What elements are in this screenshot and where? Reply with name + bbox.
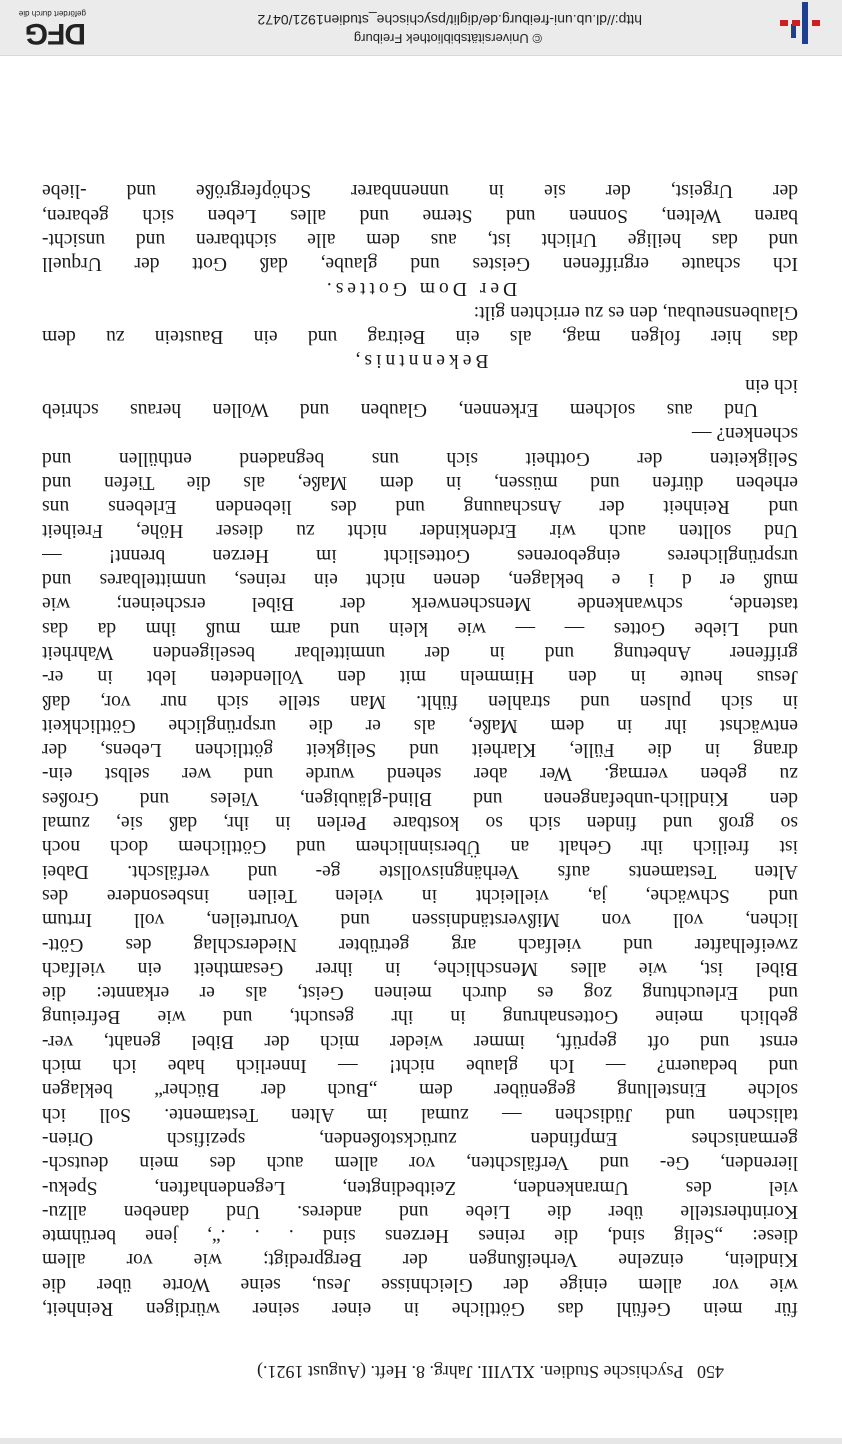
body-text <box>42 178 798 1320</box>
text-line: diese: „Selig sind, die reines Herzens sind . . .“, jene berühmte <box>42 1225 798 1247</box>
text-line: den Kindlich-unbefangenen und Blind-gläubigen, Vieles und Großes <box>42 787 798 809</box>
text-line: muß er d i e beklagen, denen nicht ein reines, unmittelbares und <box>42 569 798 591</box>
text-line: in sich pulsen und strahlen fühlt. Man stelle sich nur vor, daß <box>42 690 798 712</box>
text-line: erheben dürfen und müssen, in dem Maße, als die Tiefen und <box>42 471 798 493</box>
text-line: der Urgeist, der sie in unnennbarer Schöpfergröße und -liebe <box>42 180 798 202</box>
page-number: 450 <box>697 1362 724 1382</box>
text-line: schenken? — <box>691 423 798 445</box>
text-line: baren Welten, Sonnen und Sterne und alles Leben sich gebaren, <box>42 204 798 226</box>
text-line: und Reinheit der Anschauung und des liebenden Erlebens uns <box>42 496 798 518</box>
text-line: drang in die Fülle, Klarheit und Seligkeit göttlichen Lebens, der <box>42 739 798 761</box>
running-header <box>74 1361 724 1382</box>
text-line: und Erleuchtung zog es durch meinen Geist, als er erkannte: die <box>42 982 798 1004</box>
text-line: viel des Umrankenden, Zeitbedingten, Legendenhaften, Speku- <box>42 1176 798 1198</box>
text-line: ich ein <box>745 374 798 396</box>
text-line: Seligkeiten der Gottheit sich uns begnadend enthüllen und <box>42 447 798 469</box>
text-line: und Schwäche, ja, vielleicht in vielen Teilen insbesondere des <box>42 884 798 906</box>
text-line: das hier folgen mag, als ein Beitrag und ein Baustein zu dem <box>42 326 798 348</box>
text-line: Alten Testaments aufs Verhängnisvollste ge- und verfälscht. Dabei <box>42 860 798 882</box>
text-line: griffener Anbetung und in der unmittelbar beseligenden Wahrheit <box>42 641 798 663</box>
running-title: Psychische Studien. XLVIII. Jahrg. 8. Heft. (August 1921.) <box>257 1362 684 1382</box>
text-line: und Liebe Gottes — — wie klein und arm muß ihm da das <box>42 617 798 639</box>
text-line: zu geben vermag. Wer aber sehend wurde und wer selbst ein- <box>42 763 798 785</box>
footer-bar <box>0 0 842 56</box>
text-line: ist freilich ihr Gehalt an Übersinnlichem und Göttlichem doch noch <box>42 836 798 858</box>
text-line: lichen, voll von Mißverständnissen und Vorurteilen, voll Irrtum <box>42 909 798 931</box>
page-url[interactable]: http://dl.ub.uni-freiburg.de/diglit/psychische_studien1921/0472 <box>257 12 642 28</box>
text-line: Korintherstelle über die Liebe und anderes. Und daneben allzu- <box>42 1200 798 1222</box>
scan-edge-bar <box>0 1438 842 1444</box>
text-line: Kindlein, einzelne Verheißungen der Bergpredigt; wie vor allem <box>42 1249 798 1271</box>
text-line: Und sollten auch wir Erdenkinder nicht zu dieser Höhe, Freiheit <box>42 520 798 542</box>
text-line: Bibel ist, wie alles Menschliche, in ihrer Gesamtheit ein vielfach <box>42 957 798 979</box>
dfg-logo <box>0 8 86 48</box>
text-line: lierenden, Ge- und Verfälschten, vor allem auch des mein deutsch- <box>42 1152 798 1174</box>
text-line: ernst und oft geprüft, immer wieder mich der Bibel genaht, ver- <box>42 1030 798 1052</box>
copyright-notice: © Universitätsbibliothek Freiburg <box>353 31 542 46</box>
text-line: tastende, schwankende Menschenwerk der Bibel erscheinen; wie <box>42 593 798 615</box>
text-line: talischen und Jüdischen — zumal im Alten Testamente. Soll ich <box>42 1103 798 1125</box>
ub-freiburg-logo-icon <box>778 0 822 44</box>
text-line: Und aus solchem Erkennen, Glauben und Wollen heraus schrieb <box>42 399 758 421</box>
text-line: wie vor allem einige der Gleichnisse Jesu, seine Worte über die <box>42 1273 798 1295</box>
text-line: und das heilige Urlicht ist, aus dem alle sichtbaren und unsicht- <box>42 228 798 250</box>
text-line: und bedauern? — Ich glaube nicht! — Innerlich habe ich mich <box>42 1055 798 1077</box>
text-line: ursprünglicheres eingeborenes Gotteslicht im Herzen brennt! — <box>42 544 798 566</box>
text-line: Der Dom Gottes. <box>322 277 518 299</box>
text-line: so groß und finden sich so kostbare Perlen in ihr, daß sie, zumal <box>42 812 798 834</box>
text-line: zweifelhafter und vielfach arg getrübter Niederschlag des Gött- <box>42 933 798 955</box>
text-line: germanisches Empfinden zurückstoßenden, spezifisch Orien- <box>42 1127 798 1149</box>
text-line: Bekenntnis, <box>351 350 489 372</box>
text-line: Ich schaute ergriffenen Geistes und glaube, daß Gott der Urquell <box>42 253 798 275</box>
dfg-logo-text: DFG <box>25 17 86 50</box>
text-line: solche Einstellung gegenüber dem „Buch der Bücher“ beklagen <box>42 1079 798 1101</box>
text-line: für mein Gefühl das Göttliche in einer seiner würdigen Reinheit, <box>42 1298 798 1319</box>
dfg-tagline: gefördert durch die <box>18 9 86 18</box>
text-line: Jesus heute in den Himmeln mit den Vollendeten lebt in er- <box>42 666 798 688</box>
text-line: geblich meine Gottesnahrung in ihr gesucht, und wie Befreiung <box>42 1006 798 1028</box>
text-line: Glaubensneubau, den es zu errichten gilt: <box>473 301 798 323</box>
text-line: entwächst ihr in dem Maße, als er die ursprüngliche Göttlichkeit <box>42 714 798 736</box>
